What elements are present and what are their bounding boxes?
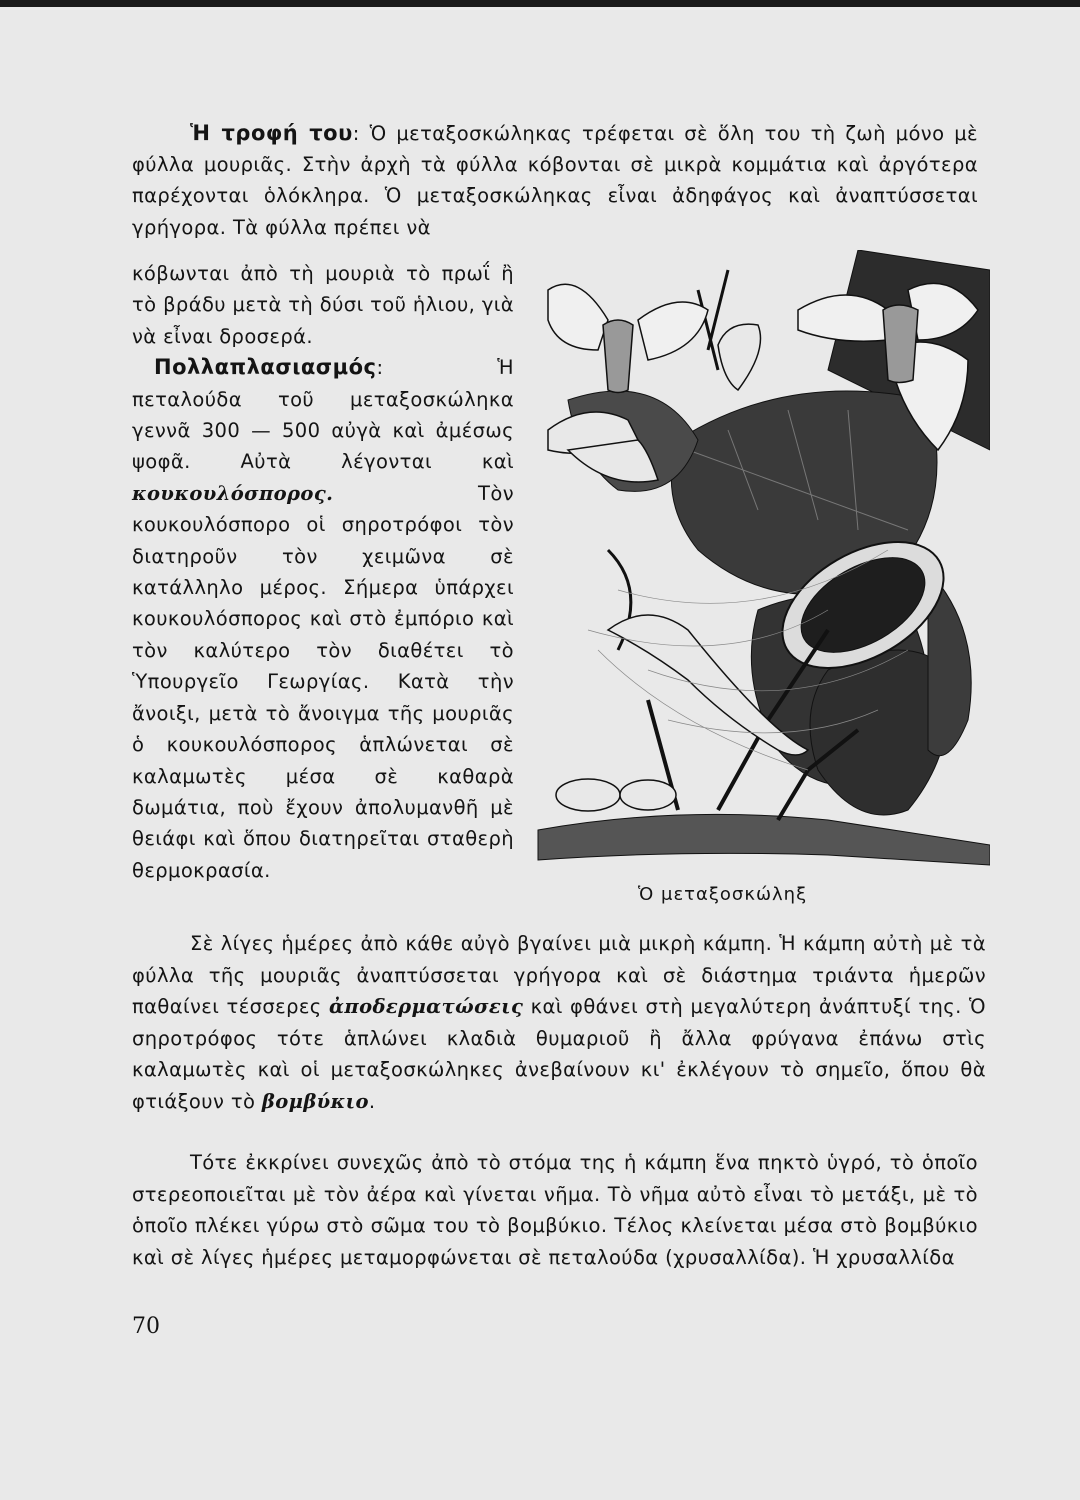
intro-paragraph <box>132 118 978 243</box>
para3-text: Σὲ λίγες ἡμέρες ἀπὸ κάθε αὐγὸ βγαίνει μιὰ μικρὴ κάμπη. Ἡ κάμπη αὐτὴ μὲ τὰ φύλλα τῆς μουριᾶς ἀναπτύσσεται γρήγορα καὶ σὲ διάστημα τριάντα ἡμερῶν παθαίνει τέσσερες <box>132 932 986 1018</box>
silkworm-illustration <box>528 250 990 885</box>
term-koukoulosporos: κουκουλόσπορος. <box>132 481 334 505</box>
intro-text: : Ὁ μεταξοσκώληκας τρέφεται σὲ ὅλη του τὴ ζωὴ μόνο μὲ φύλλα μουριᾶς. Στὴν ἀρχὴ τὰ φύλλα κόβονται σὲ μικρὰ κομμάτια καὶ ἀργότερα παρέχονται ὁλόκληρα. Ὁ μεταξοσκώληκας εἶναι ἀδηφάγος καὶ ἀναπτύσσεται γρήγορα. Τὰ φύλλα πρέπει νὰ <box>132 122 978 239</box>
section-heading-reproduction: Πολλαπλασιασμός <box>154 355 377 380</box>
page-number: 70 <box>132 1314 160 1339</box>
caterpillar-paragraph <box>132 928 986 1117</box>
reproduction-text: : Ἡ πεταλούδα τοῦ μεταξοσκώληκα γεννᾶ 300 — 500 αὐγὰ καὶ ἀμέσως ψοφᾶ. Αὐτὰ λέγονται καὶ <box>132 356 514 474</box>
left-column-text <box>132 258 514 886</box>
para3-text-end: . <box>368 1089 376 1113</box>
top-border <box>0 0 1080 7</box>
reproduction-text-cont: Τὸν κουκουλόσπορο οἱ σηροτρόφοι τὸν διατηροῦν τὸν χειμῶνα σὲ κατάλληλο μέρος. Σήμερα ὑπάρχει κουκουλόσπορος καὶ στὸ ἐμπόριο καὶ τὸν καλύτερο τὸν διαθέτει τὸ Ὑπουργεῖο Γεωργίας. Κατὰ τὴν ἄνοιξι, μετὰ τὸ ἄνοιγμα τῆς μουριᾶς ὁ κουκουλόσπορος ἁπλώνεται σὲ καλαμωτὲς μέσα σὲ καθαρὰ δωμάτια, ποὺ ἔχουν ἀπολυμανθῆ μὲ θειάφι καὶ ὅπου διατηρεῖται σταθερὴ θερμοκρασία. <box>132 481 514 882</box>
section-heading-food: Ἡ τροφή του <box>190 121 353 145</box>
para4-text: Τότε ἐκκρίνει συνεχῶς ἀπὸ τὸ στόμα της ἡ κάμπη ἕνα πηκτὸ ὑγρό, τὸ ὁποῖο στερεοποιεῖται μὲ τὸν ἀέρα καὶ γίνεται νῆμα. Τὸ νῆμα αὐτὸ εἶναι τὸ μετάξι, μὲ τὸ ὁποῖο πλέκει γύρω στὸ σῶμα του τὸ βομβύκιο. Τέλος κλείνεται μέσα στὸ βομβύκιο καὶ σὲ λίγες ἡμέρες μεταμορφώνεται σὲ πεταλούδα (χρυσαλλίδα). Ἡ χρυσαλλίδα <box>132 1151 978 1269</box>
silk-paragraph <box>132 1147 978 1273</box>
term-apodermatoseis: ἀποδερματώσεις <box>329 995 524 1018</box>
term-vomvykio: βομβύκιο <box>261 1089 369 1113</box>
column-continuation: κόβωνται ἀπὸ τὴ μουριὰ τὸ πρωΐ ἢ τὸ βράδυ μετὰ τὴ δύσι τοῦ ἡλιου, γιὰ νὰ εἶναι δροσερά. <box>132 262 515 348</box>
para3-text-mid: καὶ φθάνει στὴ μεγαλύτερη ἀνάπτυξί της. Ὁ σηροτρόφος τότε ἁπλώνει κλαδιὰ θυμαριοῦ ἢ ἄλλα φρύγανα ἐπάνω στὶς καλαμωτὲς καὶ οἱ μεταξοσκώληκες ἀνεβαίνουν κι' ἐκλέγουν τὸ σημεῖο, ὅπου θὰ φτιάξουν τὸ <box>132 995 986 1113</box>
figure-caption: Ὁ μεταξοσκώληξ <box>638 884 808 905</box>
